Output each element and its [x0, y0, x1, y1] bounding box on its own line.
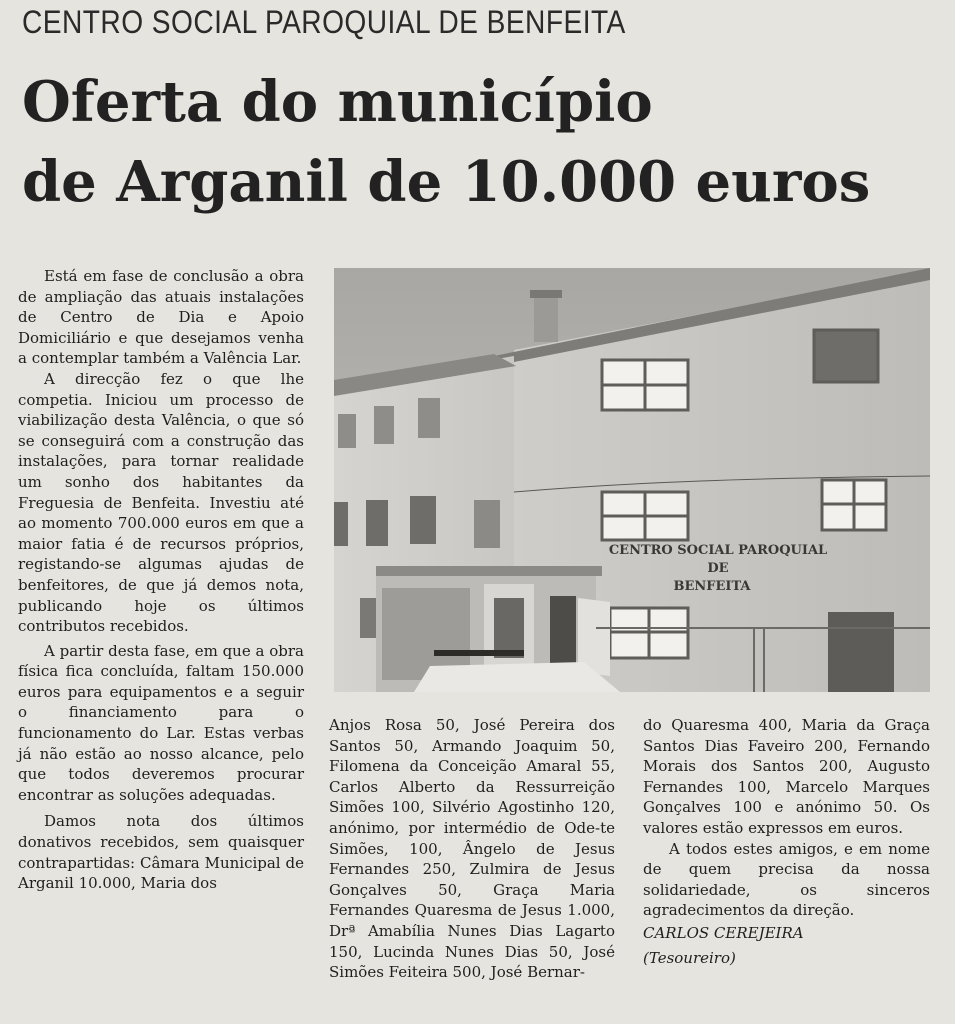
column-3 [643, 715, 930, 968]
paragraph-4: Damos nota dos últimos donativos recebidos, sem quaisquer contrapartidas: Câmara Municipal de Arganil 10.000, Maria dos [18, 812, 304, 893]
column-2 [329, 715, 615, 983]
sign-line-1: CENTRO SOCIAL PAROQUIAL [608, 543, 828, 558]
paragraph-5: Anjos Rosa 50, José Pereira dos Santos 50, Armando Joaquim 50, Filomena da Conceição Amaral 55, Carlos Alberto da Ressurreição Simões 100, Silvério Agostinho 120, anónimo, por intermédio de Ode-te Simões, 100, Ângelo de Jesus Fernandes 250, Zulmira de Jesus Gonçalves 50, Graça Maria Fernandes Quaresma de Jesus 1.000, Drª Amabília Nunes Dias Lagarto 150, Lucinda Nunes Dias 50, José Simões Feiteira 500, José Bernar- [329, 716, 615, 982]
paragraph-2: A direcção fez o que lhe competia. Iniciou um processo de viabilização desta Valência, o que só se conseguirá com a construção das instalações, para tornar realidade um sonho dos habitantes da Freguesia de Benfeita. Investiu até ao momento 700.000 euros em que a maior fatia é de recursos próprios, registando-se algumas ajudas de benfeitores, de que já demos nota, publicando hoje os últimos contributos recebidos. [18, 369, 304, 636]
headline-line-2: de Arganil de 10.000 euros [22, 149, 871, 215]
paragraph-3: A partir desta fase, em que a obra física fica concluída, faltam 150.000 euros para equipamentos e a seguir o financiamento para o funcionamento do Lar. Estas verbas já não estão ao nosso alcance, pelo que todos deveremos procurar encontrar as soluções adequadas. [18, 641, 304, 804]
paragraph-6: do Quaresma 400, Maria da Graça Santos Dias Faveiro 200, Fernando Morais dos Santos 200, Augusto Fernandes 100, Marcelo Marques Gonçalves 100 e anónimo 50. Os valores estão expressos em euros. [643, 716, 930, 837]
signature-name: CARLOS CEREJEIRA [643, 923, 804, 942]
headline-line-1: Oferta do município [22, 69, 653, 135]
signature-role: (Tesoureiro) [643, 948, 736, 967]
column-1 [18, 266, 304, 894]
kicker-header: CENTRO SOCIAL PAROQUIAL DE BENFEITA [22, 4, 626, 40]
building-photo-illustration [334, 268, 930, 692]
headline [22, 62, 952, 222]
paragraph-7: A todos estes amigos, e em nome de quem precisa da nossa solidariedade, os sinceros agradecimentos da direção. [643, 839, 930, 920]
building-photo [334, 268, 930, 692]
paragraph-1: Está em fase de conclusão a obra de ampliação das atuais instalações de Centro de Dia e Apoio Domiciliário e que desejamos venha a contemplar também a Valência Lar. [18, 267, 304, 368]
sign-line-3: BENFEITA [673, 579, 751, 594]
sign-line-2: DE [707, 561, 729, 576]
